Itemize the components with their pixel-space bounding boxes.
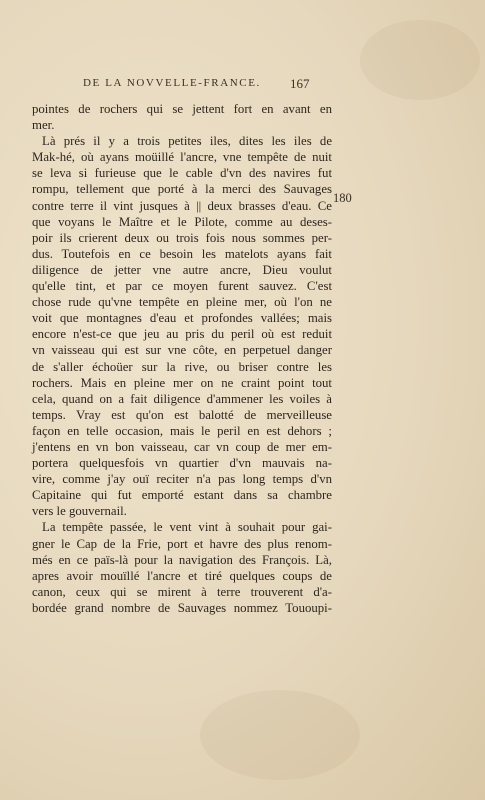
text-line: bordée grand nombre de Sauvages nommez Tououpi- [32,600,332,615]
text-line: canon, ceux qui se mirent à terre trouverent d'a- [32,584,332,599]
text-line: se leva si furieuse que le cable d'vn des navires fut [32,166,332,181]
text-line: contre terre il vint jusques à || deux brasses d'eau. Ce [32,198,332,213]
text-line: temps. Vray est qu'on est balotté de merveilleuse [32,407,332,422]
text-line: encore n'est-ce que jeu au pris du peril où est reduit [32,327,332,342]
paper-stain [200,690,360,780]
paper-stain [360,20,480,100]
text-line: poir ils crierent deux ou trois fois nous sommes per- [32,230,332,245]
text-line: vn vaisseau qui est sur vne côte, en perpetuel danger [32,343,332,358]
text-line: portera quelquesfois vn quartier d'vn mauvais na- [32,456,332,471]
text-line-italic-start: Là prés il y a trois petites iles, dites les iles de [42,134,332,149]
text-line: de s'aller échoüer sur la rive, ou briser contre les [32,359,332,374]
text-line: vire, comme j'ay ouï reciter n'a pas long temps d'vn [32,472,332,487]
text-line: més en ce païs-là pour la navigation des François. Là, [32,552,332,567]
margin-note: 180 [333,191,352,205]
text-line: diligence de jetter vne autre ancre, Dieu voulut [32,262,332,277]
text-line: j'entens en vn bon vaisseau, car vn coup de mer em- [32,439,332,454]
text-line: qu'elle tint, et par ce moyen furent sauvez. C'est [32,279,332,294]
text-line: que voyans le Maître et le Pilote, comme au deses- [32,214,332,229]
text-line: Mak-hé, où ayans moüillé l'ancre, vne tempête de nuit [32,150,332,165]
text-line: vers le gouvernail. [32,504,127,519]
text-line: cela, quand on a fait diligence d'ammener les voiles à [32,391,332,406]
running-title: DE LA NOVVELLE-FRANCE. [83,77,261,89]
text-line: apres avoir mouïllé l'ancre et tiré quelques coups de [32,568,332,583]
text-line: dus. Toutefois en ce besoin les matelots ayans fait [32,246,332,261]
text-line: voit que montagnes d'eau et profondes vallées; mais [32,311,332,326]
body-text [32,101,332,616]
text-line: façon en telle occasion, mais le peril en est dehors ; [32,423,332,438]
text-line: mer. [32,118,55,133]
text-line: gner le Cap de la Frie, port et havre des plus renom- [32,536,332,551]
page-number: 167 [290,76,310,91]
text-line: Capitaine qui fut emporté estant dans sa chambre [32,488,332,503]
text-line: rompu, tellement que porté à la merci des Sauvages [32,182,332,197]
text-line: pointes de rochers qui se jettent fort en avant en [32,102,332,116]
text-line: rochers. Mais en pleine mer on ne craint point tout [32,375,332,390]
text-line: chose rude qu'vne tempête en pleine mer, où l'on ne [32,295,332,310]
text-line: La tempête passée, le vent vint à souhait pour gai- [42,520,332,535]
